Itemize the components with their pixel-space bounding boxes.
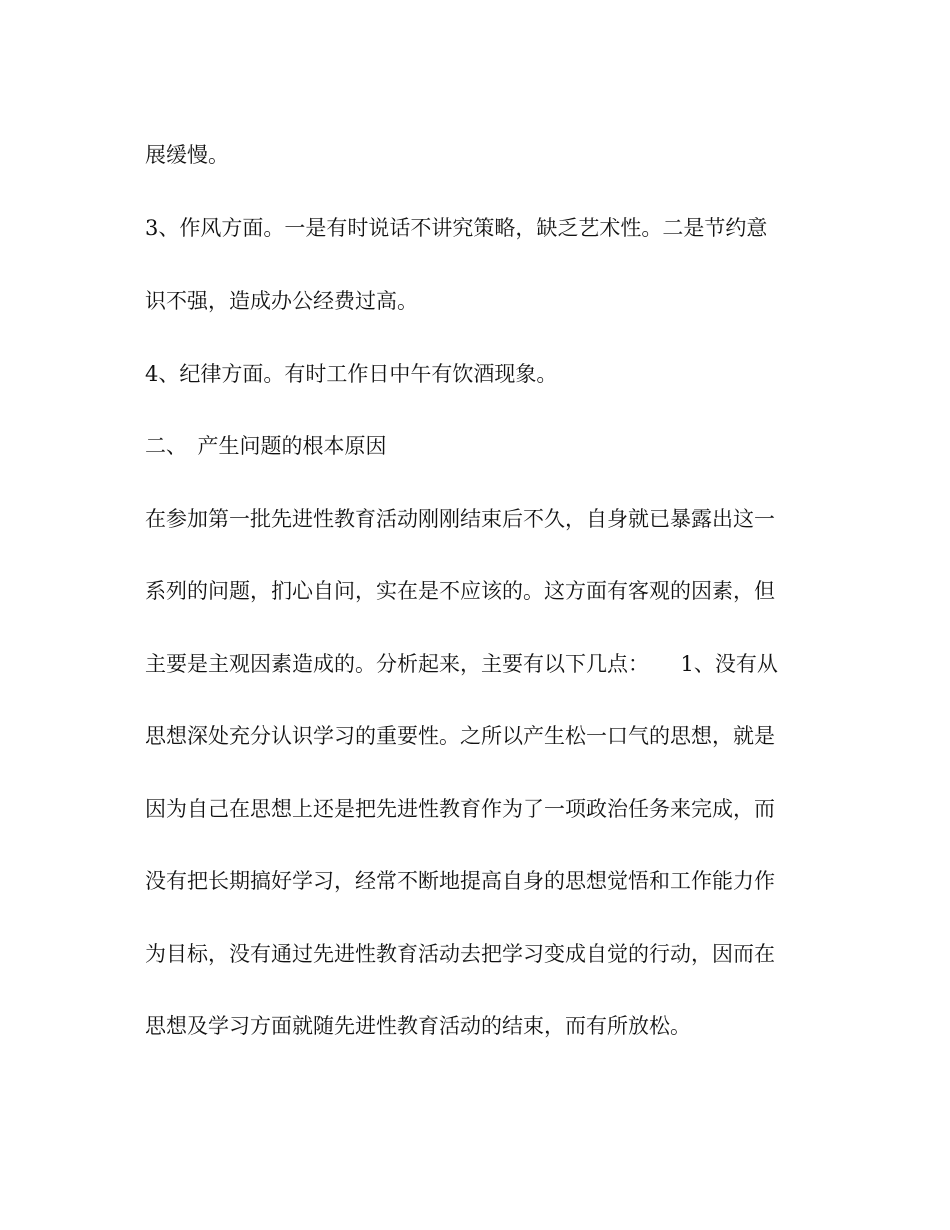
section-heading: 二、 产生问题的根本原因	[145, 434, 387, 458]
text-line: 思想及学习方面就随先进性教育活动的结束，而有所放松。	[145, 1014, 691, 1038]
text-line: 没有把长期搞好学习，经常不断地提高自身的思想觉悟和工作能力作	[145, 869, 775, 893]
text-line: 因为自己在思想上还是把先进性教育作为了一项政治任务来完成，而	[145, 797, 775, 821]
text-line: 主要是主观因素造成的。分析起来，主要有以下几点： 1、没有从	[145, 652, 778, 676]
text-line: 3、作风方面。一是有时说话不讲究策略，缺乏艺术性。二是节约意	[145, 216, 768, 240]
text-line: 在参加第一批先进性教育活动刚刚结束后不久，自身就已暴露出这一	[145, 507, 775, 531]
text-line: 思想深处充分认识学习的重要性。之所以产生松一口气的思想，就是	[145, 724, 775, 748]
text-line: 识不强，造成办公经费过高。	[145, 289, 418, 313]
text-line: 为目标，没有通过先进性教育活动去把学习变成自觉的行动，因而在	[145, 942, 775, 966]
text-line: 展缓慢。	[145, 143, 229, 167]
text-line: 4、纪律方面。有时工作日中午有饮酒现象。	[145, 362, 558, 386]
text-line: 系列的问题，扪心自问，实在是不应该的。这方面有客观的因素，但	[145, 579, 775, 603]
